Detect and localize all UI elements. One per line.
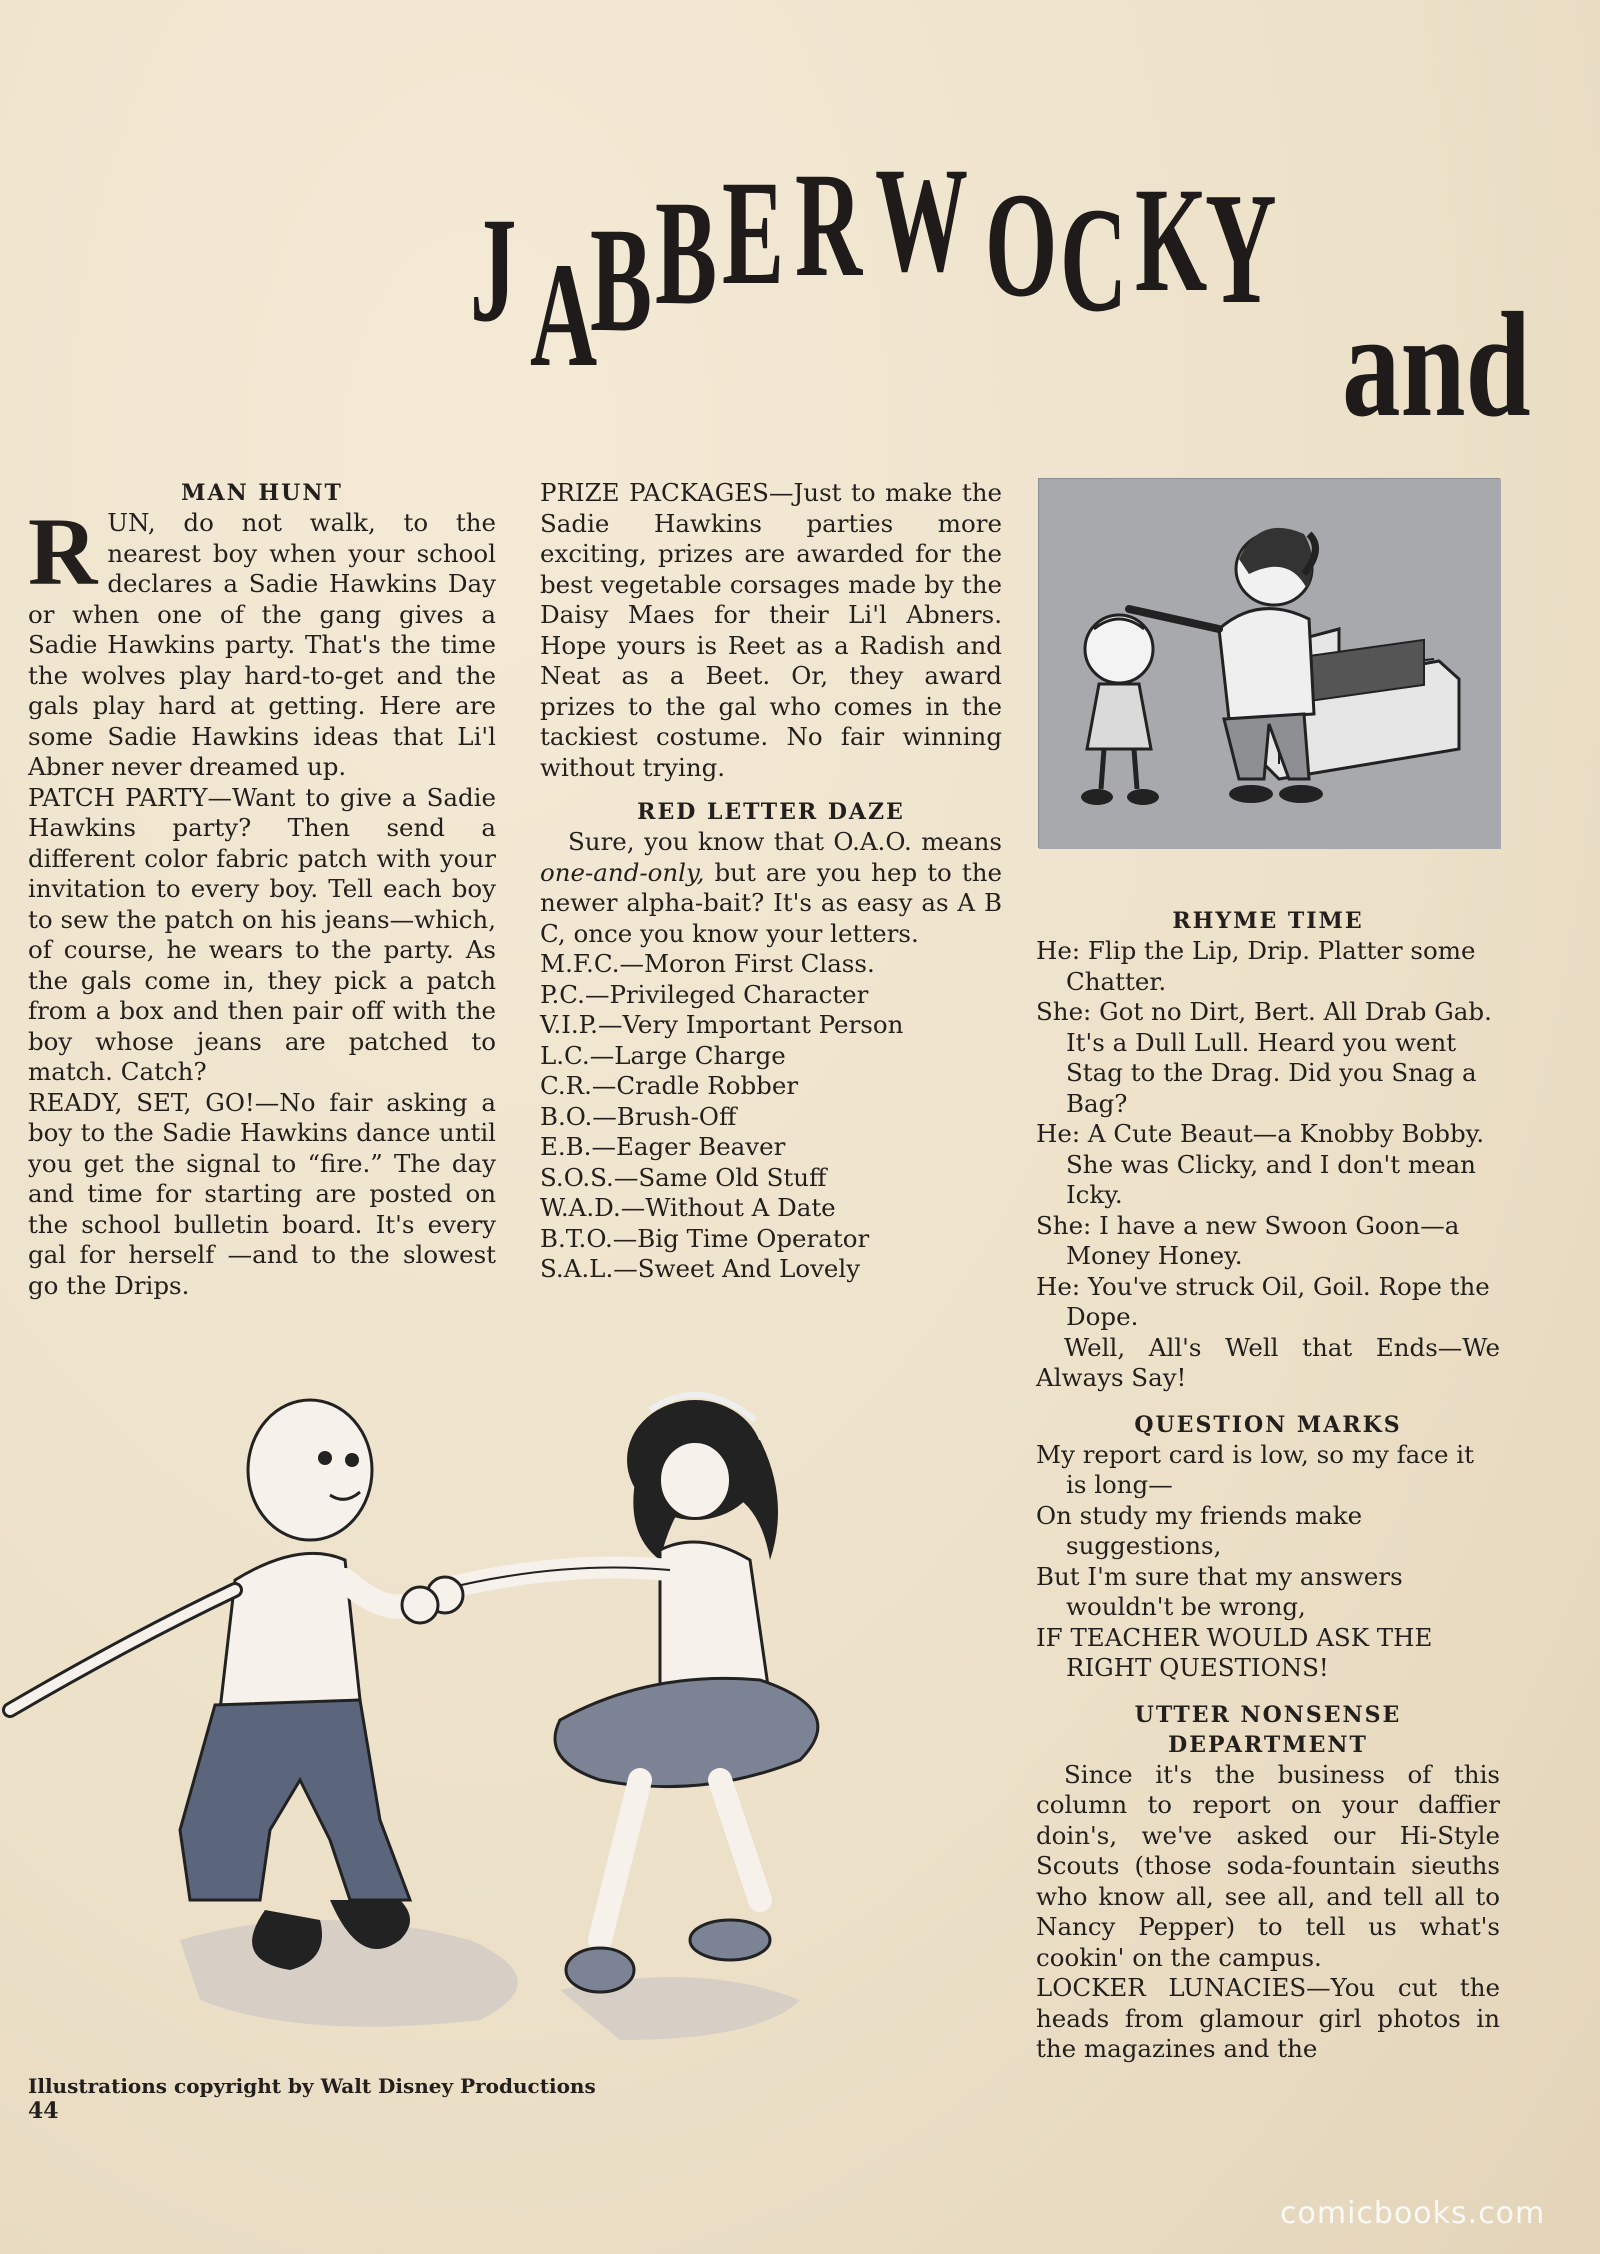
section-heading: RED LETTER DAZE xyxy=(637,799,905,825)
title-letter: W xyxy=(875,137,968,303)
dancing-couple-illustration xyxy=(0,1380,1010,2100)
dialogue-line: He: Flip the Lip, Drip. Platter some Chatter. xyxy=(1036,936,1476,996)
title-letter: B xyxy=(590,197,653,363)
paragraph: Well, All's Well that Ends—We Always Say! xyxy=(1036,1332,1500,1392)
list-item: C.R.—Cradle Robber xyxy=(540,1071,799,1100)
paragraph: PRIZE PACKAGES—Just to make the Sadie Hawkins parties more exciting, prizes are awarded for the best vegetable corsages made by the Daisy Maes for their Li'l Abners. Hope yours is Reet as a Radish and Neat as a Beet. Or, they award prizes to the gal who comes in the tackiest costume. No fair winning without trying. xyxy=(540,478,1002,782)
column-1 xyxy=(28,478,496,1301)
paragraph: Since it's the business of this column to report on your daffier doin's, we've asked our Hi-Style Scouts (those soda-fountain sieuths who know all, see all, and tell all to Nancy Pepper) to tell us what's cookin' on the campus. xyxy=(1036,1759,1500,1972)
poem-line: My report card is low, so my face it is long— xyxy=(1036,1439,1474,1499)
abbreviation-list xyxy=(540,949,1002,1285)
dialogue-line: She: Got no Dirt, Bert. All Drab Gab. It's a Dull Lull. Heard you went Stag to the Drag. Did you Snag a Bag? xyxy=(1036,997,1492,1118)
list-item: P.C.—Privileged Character xyxy=(540,979,869,1009)
list-item: L.C.—Large Charge xyxy=(540,1040,786,1070)
list-item: E.B.—Eager Beaver xyxy=(540,1132,786,1161)
title-letter: E xyxy=(722,150,785,316)
title-letter: R xyxy=(795,142,863,308)
title-letter: O xyxy=(985,162,1058,328)
rhyme-dialogue xyxy=(1036,936,1500,1333)
list-item: W.A.D.—Without A Date xyxy=(540,1193,836,1222)
section-heading: DEPARTMENT xyxy=(1168,1731,1368,1758)
list-item: M.F.C.—Moron First Class. xyxy=(540,949,875,978)
title-letter: B xyxy=(655,170,718,336)
page-number: 44 xyxy=(28,2098,59,2124)
list-item: S.O.S.—Same Old Stuff xyxy=(540,1162,827,1192)
title-letter: K xyxy=(1135,157,1208,323)
list-item: B.T.O.—Big Time Operator xyxy=(540,1223,870,1253)
title-letter: J xyxy=(470,187,517,353)
paragraph: READY, SET, GO!—No fair asking a boy to the Sadie Hawkins dance until you get the signal to “fire.” The day and time for starting are posted on the school bulletin board. It's every gal for herself —and to the slowest go the Drips. xyxy=(28,1087,496,1300)
paragraph: PATCH PARTY—Want to give a Sadie Hawkins party? Then send a different color fabric patch with your invitation to every boy. Tell each boy to sew the patch on his jeans—which, of course, he wears to the party. As the gals come in, they pick a patch from a box and then pair off with the boy whose jeans are patched to match. Catch? xyxy=(28,782,496,1086)
paragraph: Sure, you know that O.A.O. means one-and-only, but are you hep to the newer alpha-bait? It's as easy as A B C, once you know your letters. xyxy=(540,827,1002,948)
poem xyxy=(1036,1440,1500,1684)
section-heading: RHYME TIME xyxy=(1172,908,1364,934)
list-item: B.O.—Brush-Off xyxy=(540,1101,737,1131)
title-letter: A xyxy=(530,232,598,398)
section-heading: MAN HUNT xyxy=(181,480,343,506)
poem-line: But I'm sure that my answers wouldn't be wrong, xyxy=(1036,1561,1403,1621)
dialogue-line: He: A Cute Beaut—a Knobby Bobby. She was Clicky, and I don't mean Icky. xyxy=(1036,1119,1484,1209)
title-and: and xyxy=(1342,282,1531,448)
list-item: V.I.P.—Very Important Person xyxy=(540,1010,904,1039)
column-2 xyxy=(540,478,1002,1285)
title-letter: C xyxy=(1060,177,1128,343)
paragraph: LOCKER LUNACIES—You cut the heads from glamour girl photos in the magazines and the xyxy=(1036,1973,1500,2063)
poem-line: On study my friends make suggestions, xyxy=(1036,1500,1363,1560)
section-heading: QUESTION MARKS xyxy=(1134,1411,1402,1438)
poem-line: IF TEACHER WOULD ASK THE RIGHT QUESTIONS! xyxy=(1036,1622,1433,1682)
column-3 xyxy=(1036,906,1500,2065)
title-letter: Y xyxy=(1205,159,1277,337)
site-watermark: comicbooks.com xyxy=(1280,2196,1546,2231)
section-heading: UTTER NONSENSE xyxy=(1134,1701,1402,1728)
illustration-credit: Illustrations copyright by Walt Disney Productions xyxy=(28,2074,596,2098)
drop-cap: R xyxy=(28,498,98,605)
dialogue-line: He: You've struck Oil, Goil. Rope the Dope. xyxy=(1036,1271,1490,1331)
dialogue-line: She: I have a new Swoon Goon—a Money Honey. xyxy=(1036,1210,1460,1270)
list-item: S.A.L.—Sweet And Lovely xyxy=(540,1254,861,1283)
phone-girl-illustration xyxy=(1038,478,1500,848)
paragraph: RUN, do not walk, to the nearest boy when your school declares a Sadie Hawkins Day or when one of the gang gives a Sadie Hawkins party. That's the time the wolves play hard-to-get and the gals play hard at getting. Here are some Sadie Hawkins ideas that Li'l Abner never dreamed up. xyxy=(28,498,496,781)
